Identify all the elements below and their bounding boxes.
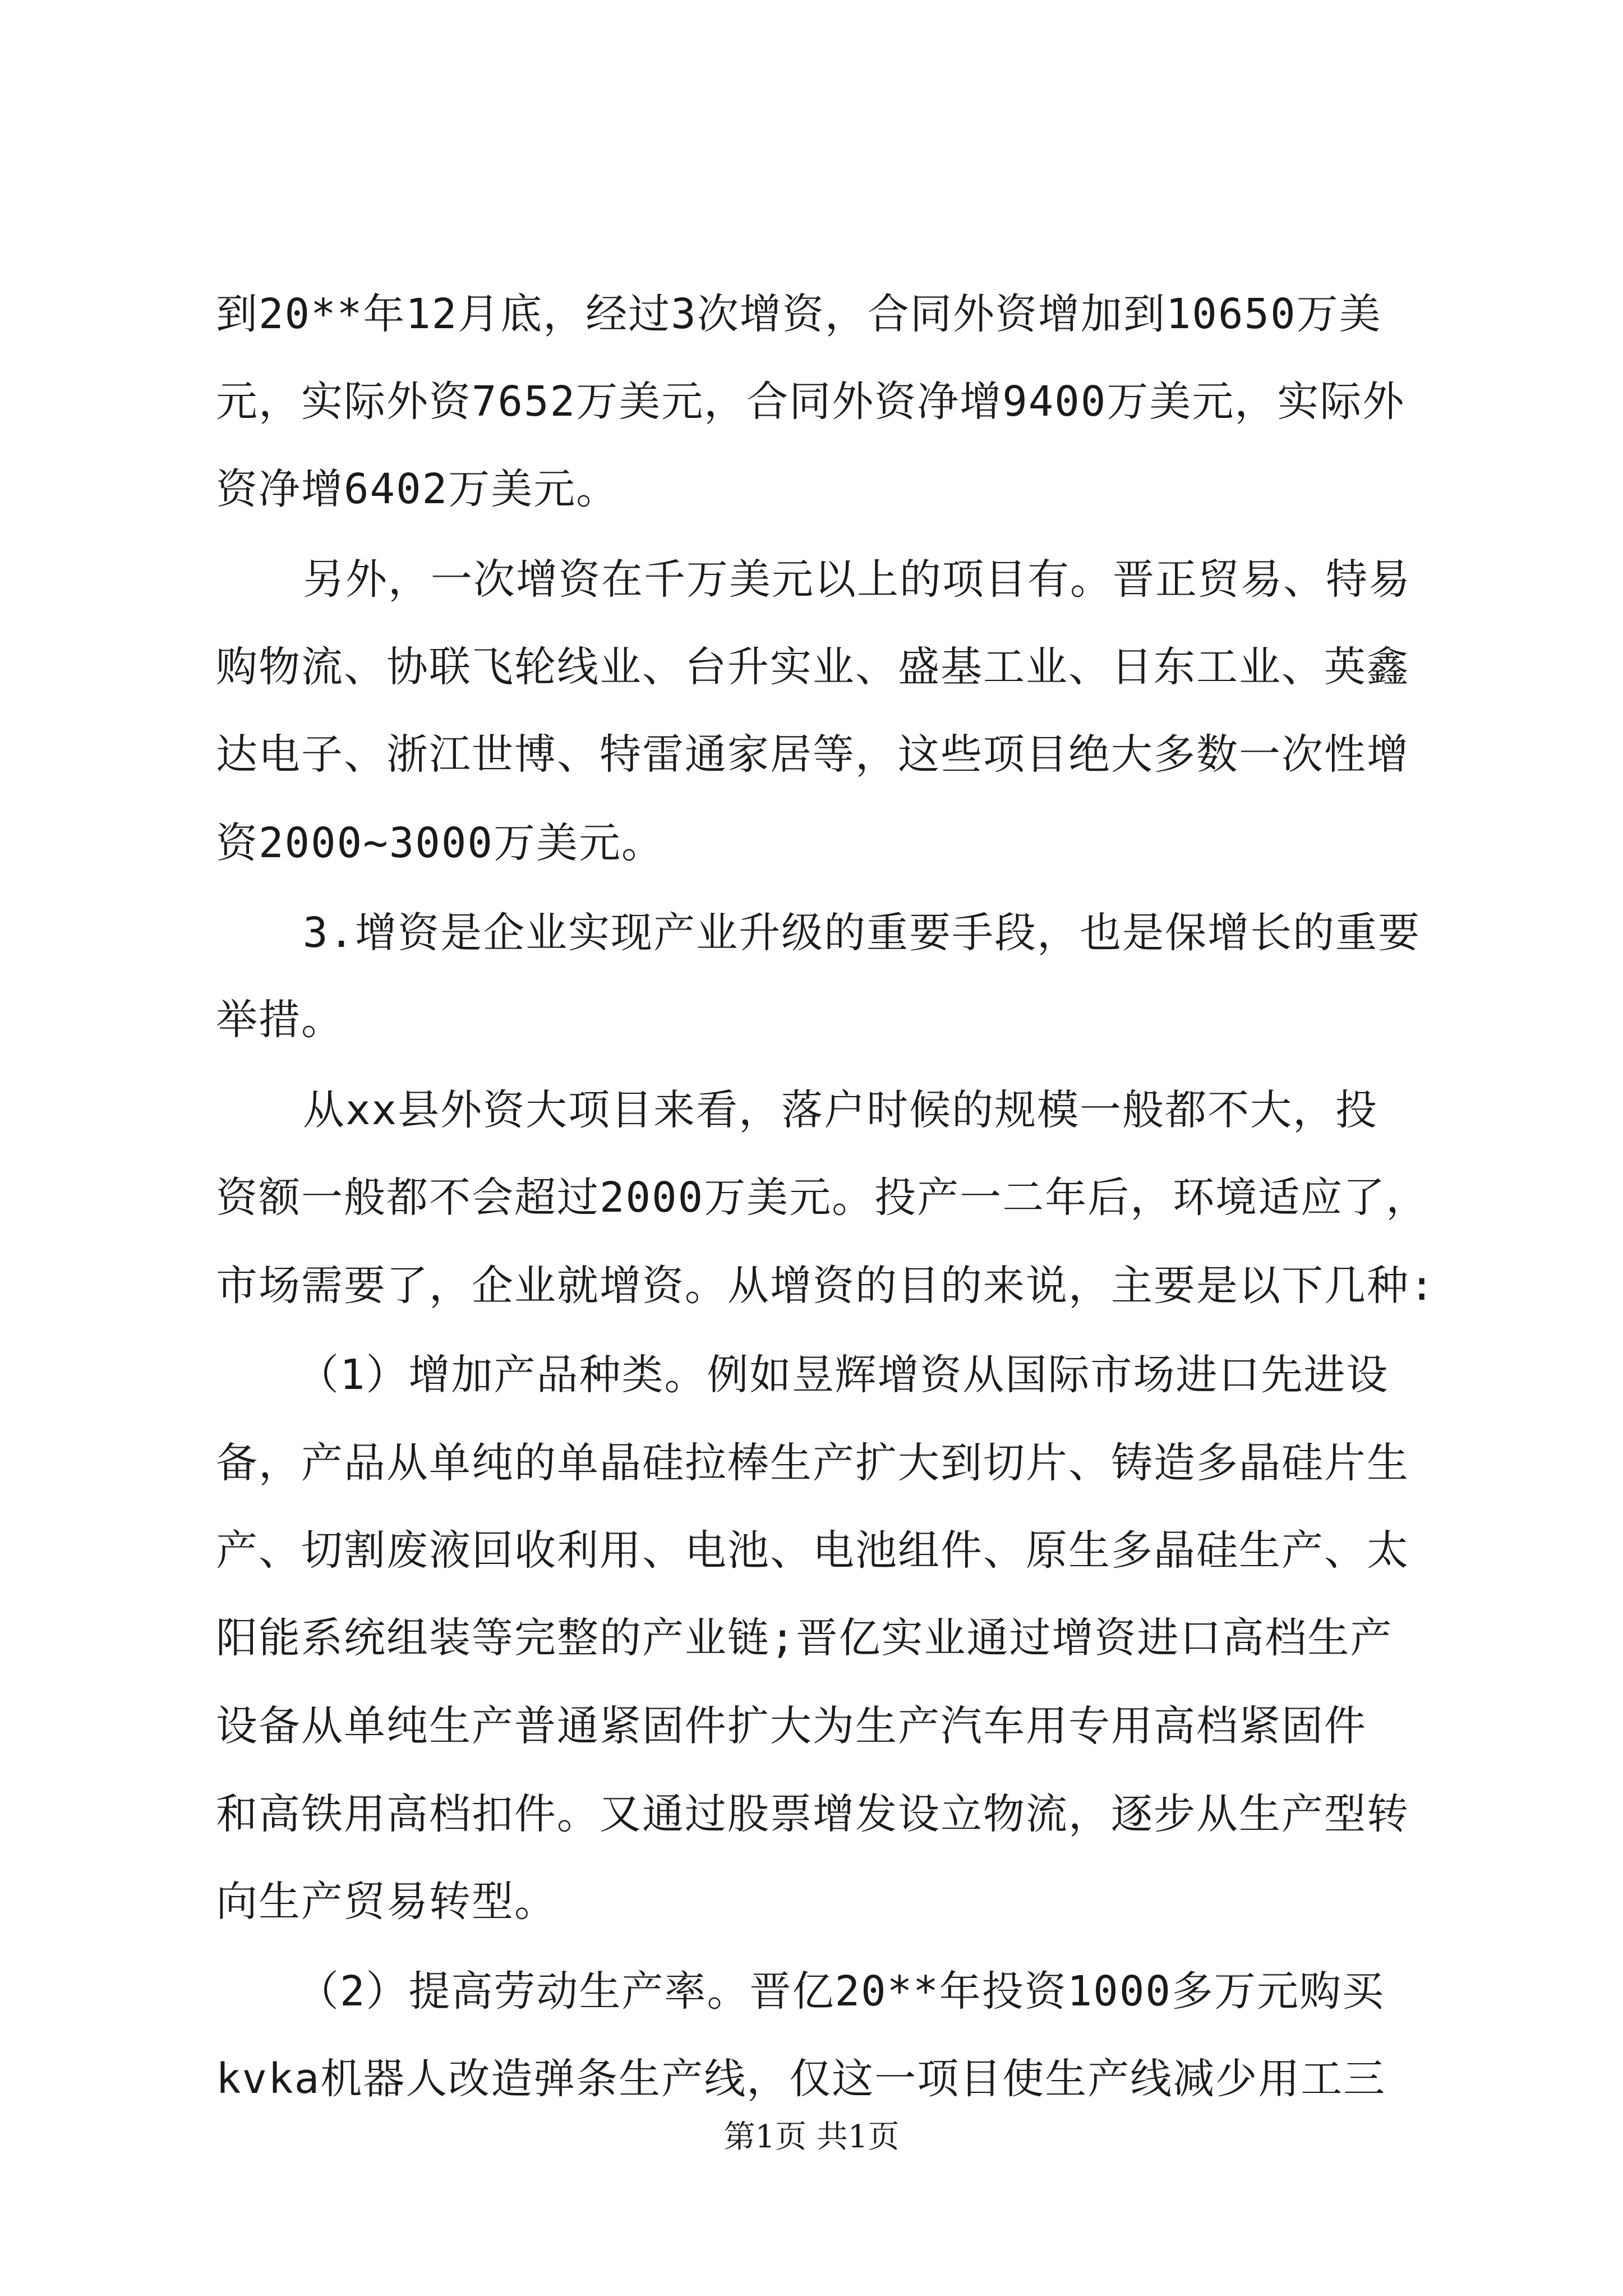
paragraph-line: 和高铁用高档扣件。又通过股票增发设立物流，逐步从生产型转 xyxy=(216,1790,1409,1838)
paragraph-line: 市场需要了，企业就增资。从增资的目的来说，主要是以下几种: xyxy=(216,1262,1436,1310)
paragraph-line: 元，实际外资7652万美元，合同外资净增9400万美元，实际外 xyxy=(216,378,1405,426)
paragraph-line: （1）增加产品种类。例如昱辉增资从国际市场进口先进设 xyxy=(297,1351,1389,1399)
paragraph-line: 购物流、协联飞轮线业、台升实业、盛基工业、日东工业、英鑫 xyxy=(216,643,1409,691)
paragraph-line: 另外，一次增资在千万美元以上的项目有。晋正贸易、特易 xyxy=(303,555,1411,604)
paragraph-line: kvka机器人改造弹条生产线，仅这一项目使生产线减少用工三 xyxy=(216,2055,1386,2103)
paragraph-line: 向生产贸易转型。 xyxy=(216,1878,557,1926)
paragraph-line: 阳能系统组装等完整的产业链;晋亿实业通过增资进口高档生产 xyxy=(216,1614,1393,1662)
paragraph-line: 设备从单纯生产普通紧固件扩大为生产汽车用专用高档紧固件 xyxy=(216,1702,1367,1750)
paragraph-line: 达电子、浙江世博、特雷通家居等，这些项目绝大多数一次性增 xyxy=(216,730,1409,779)
paragraph-line: 资额一般都不会超过2000万美元。投产一二年后，环境适应了， xyxy=(216,1174,1429,1222)
paragraph-line: 资净增6402万美元。 xyxy=(216,465,619,513)
paragraph-line: 到20**年12月底，经过3次增资，合同外资增加到10650万美 xyxy=(216,290,1382,338)
paragraph-line: 3.增资是企业实现产业升级的重要手段，也是保增长的重要 xyxy=(303,909,1421,957)
paragraph-line: 产、切割废液回收利用、电池、电池组件、原生多晶硅生产、太 xyxy=(216,1526,1409,1575)
paragraph-line: 从xx县外资大项目来看，落户时候的规模一般都不大，投 xyxy=(303,1086,1378,1134)
page-footer: 第1页 共1页 xyxy=(723,2119,900,2155)
paragraph-line: （2）提高劳动生产率。晋亿20**年投资1000多万元购买 xyxy=(297,1967,1385,2016)
paragraph-line: 资2000~3000万美元。 xyxy=(216,819,664,867)
paragraph-line: 举措。 xyxy=(216,996,344,1044)
paragraph-line: 备，产品从单纯的单晶硅拉棒生产扩大到切片、铸造多晶硅片生 xyxy=(216,1439,1409,1487)
